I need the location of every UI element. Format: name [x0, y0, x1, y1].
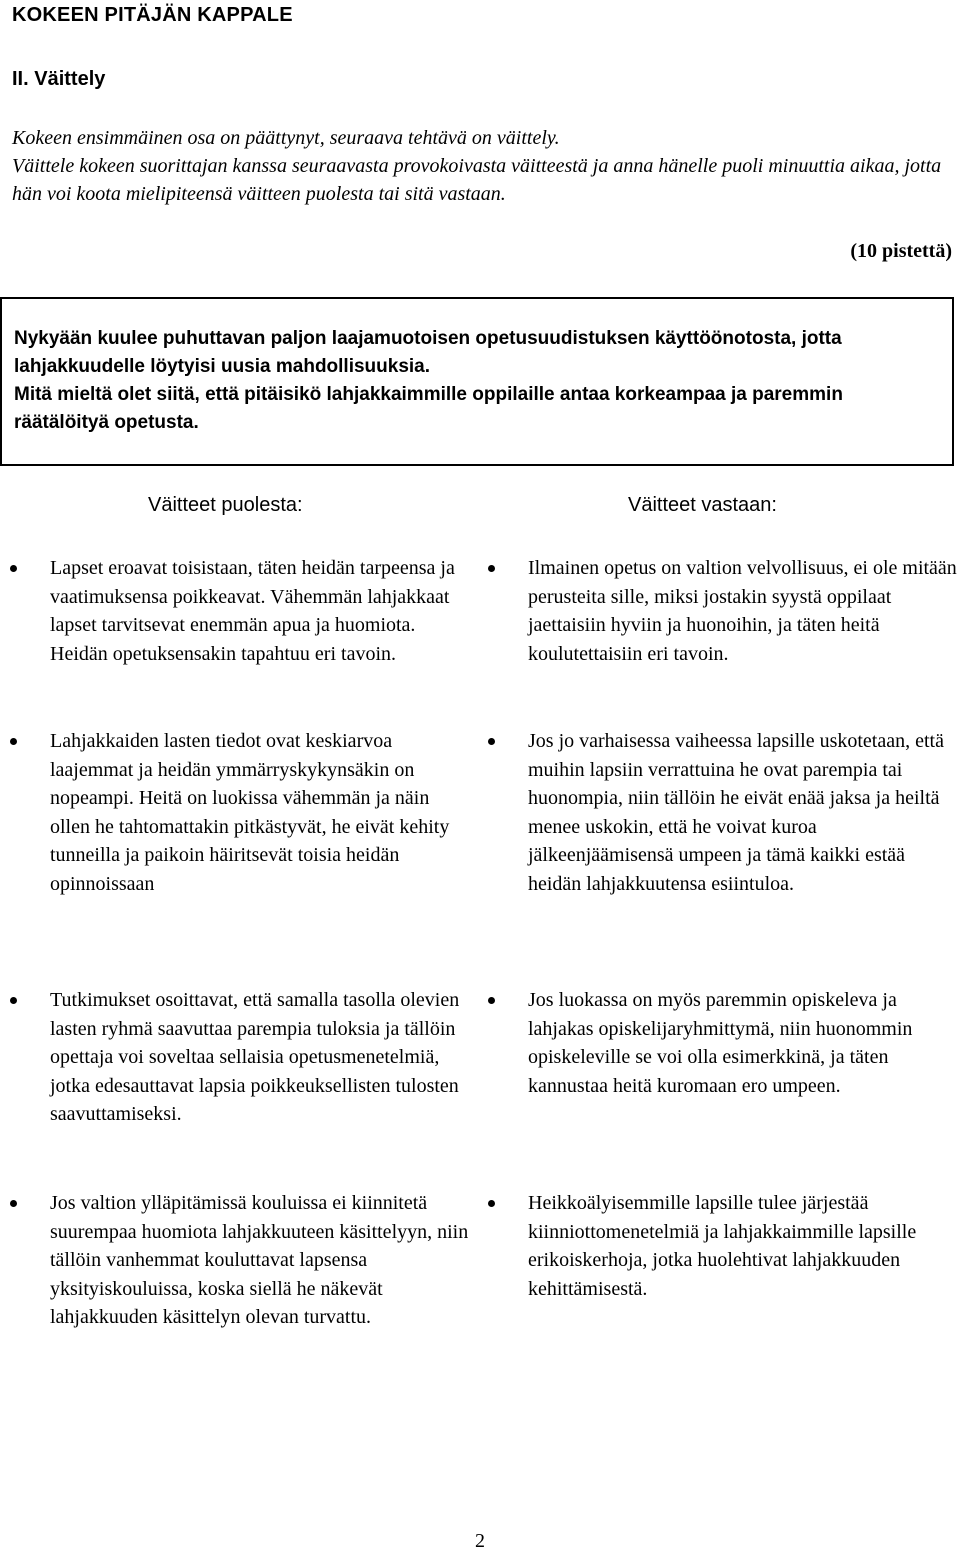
- argument-text: Lapset eroavat toisistaan, täten heidän tarpeensa ja vaatimuksensa poikkeavat. Vähemmän lahjakkaat lapset tarvitsevat enemmän apua ja huomiota. Heidän opetuksensakin tapahtuu eri tavoin.: [50, 557, 455, 665]
- argument-text: Jos valtion ylläpitämissä kouluissa ei kiinnitetä suurempaa huomiota lahjakkuuteen käsittelyyn, niin tällöin vanhemmat kouluttavat lapsensa yksityiskouluissa, koska siellä he näkevät lahjakkuuden käsittelyn olevan turvattu.: [50, 1192, 469, 1329]
- against-arguments-heading: Väitteet vastaan:: [628, 494, 777, 516]
- argument-text: Tutkimukset osoittavat, että samalla tasolla olevien lasten ryhmä saavuttaa parempia tuloksia ja tällöin opettaja voi soveltaa sellaisia opetusmenetelmiä, jotka edesauttavat lapsia poikkeuksellisten tulosten saavuttamiseksi.: [50, 989, 460, 1126]
- argument-text: Jos jo varhaisessa vaiheessa lapsille uskotetaan, että muihin lapsiin verrattuina he ovat parempia tai huonompia, niin tällöin he eivät enää jaksa ja heiltä menee uskokin, että he voivat kuroa jälkeenjäämisensä umpeen ja tämä kaikki estää heidän lahjakkuutensa esiintuloa.: [528, 730, 944, 895]
- list-item: [10, 1189, 470, 1332]
- task-instructions: [12, 124, 956, 208]
- bullet-icon: [488, 565, 495, 572]
- argument-text: Ilmainen opetus on valtion velvollisuus, ei ole mitään perusteita sille, miksi jostakin syystä oppilaat jaettaisiin hyviin ja huonoihin, ja täten heitä koulutettaisiin eri tavoin.: [528, 557, 957, 665]
- instruction-line: Kokeen ensimmäinen osa on päättynyt, seuraava tehtävä on väittely.: [12, 127, 560, 149]
- for-arguments-heading: Väitteet puolesta:: [148, 494, 303, 516]
- list-item: [10, 986, 470, 1129]
- statement-text: Nykyään kuulee puhuttavan paljon laajamuotoisen opetusuudistuksen käyttöönotosta, jotta lahjakkuudelle löytyisi uusia mahdollisuuksia.: [14, 328, 842, 377]
- list-item: [488, 727, 958, 899]
- statement-box: [0, 297, 954, 466]
- page-title: KOKEEN PITÄJÄN KAPPALE: [12, 4, 293, 26]
- instruction-line: Väittele kokeen suorittajan kanssa seuraavasta provokoivasta väitteestä ja anna hänelle puoli minuuttia aikaa, jotta hän voi koota mielipiteensä väitteen puolesta tai sitä vastaan.: [12, 155, 942, 205]
- bullet-icon: [10, 1200, 17, 1207]
- argument-text: Lahjakkaiden lasten tiedot ovat keskiarvoa laajemmat ja heidän ymmärryskykynsäkin on nopeampi. Heitä on luokissa vähemmän ja näin ollen he tahtomattakin pitkästyvät, he eivät kehity tunneilla ja paikoin häiritsevät toisia heidän opinnoissaan: [50, 730, 450, 895]
- list-item: [10, 727, 470, 899]
- argument-text: Jos luokassa on myös paremmin opiskeleva ja lahjakas opiskelijaryhmittymä, niin huonommin opiskeleville se voi olla esimerkkinä, ja täten kannustaa heitä kuromaan ero umpeen.: [528, 989, 913, 1097]
- statement-question: Mitä mieltä olet siitä, että pitäisikö lahjakkaimmille oppilaille antaa korkeampaa ja paremmin räätälöityä opetusta.: [14, 384, 843, 433]
- bullet-icon: [10, 565, 17, 572]
- list-item: [10, 554, 470, 668]
- argument-text: Heikkoälyisemmille lapsille tulee järjestää kiinniottomenetelmiä ja lahjakkaimmille lapsille erikoiskerhoja, jotka huolehtivat lahjakkuuden kehittämisestä.: [528, 1192, 917, 1300]
- bullet-icon: [488, 997, 495, 1004]
- page-number: 2: [475, 1530, 485, 1552]
- list-item: [488, 554, 958, 668]
- list-item: [488, 1189, 958, 1303]
- bullet-icon: [488, 1200, 495, 1207]
- section-title: II. Väittely: [12, 68, 106, 90]
- points-label: (10 pistettä): [850, 240, 952, 262]
- list-item: [488, 986, 958, 1100]
- bullet-icon: [10, 738, 17, 745]
- bullet-icon: [10, 997, 17, 1004]
- bullet-icon: [488, 738, 495, 745]
